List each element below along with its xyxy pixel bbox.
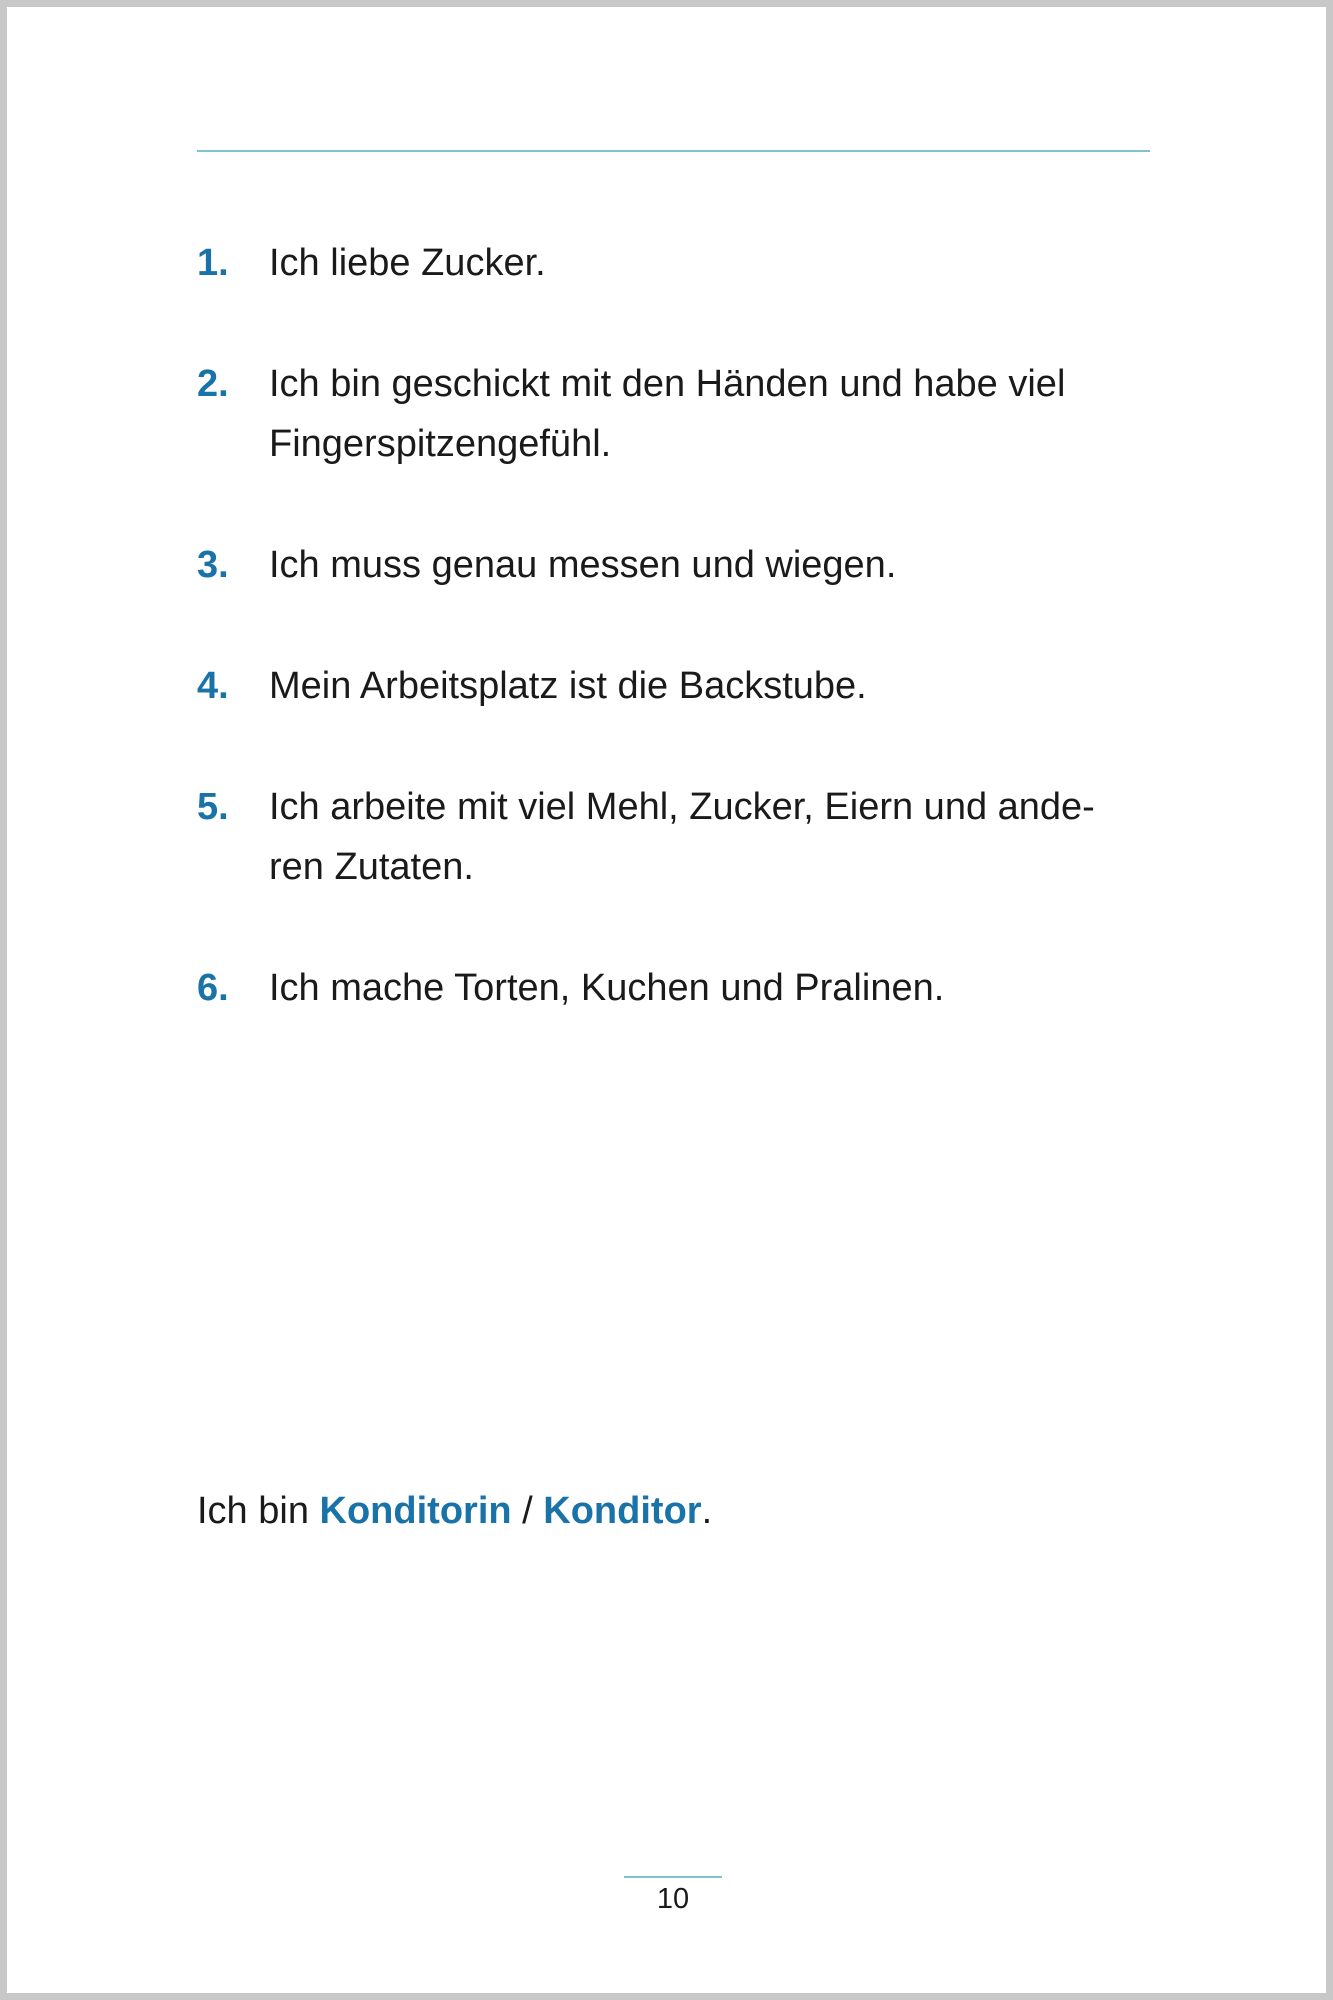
item-text-line: Ich mache Torten, Kuchen und Pralinen. xyxy=(269,967,945,1009)
item-text xyxy=(269,958,1157,1018)
item-number: 1. xyxy=(197,242,229,284)
item-number: 6. xyxy=(197,967,229,1009)
item-text-line: Fingerspitzengefühl. xyxy=(269,423,612,465)
item-text xyxy=(269,777,1157,897)
list-item xyxy=(197,535,1157,595)
summary-suffix: . xyxy=(701,1490,713,1532)
keyword-konditorin: Konditorin xyxy=(319,1490,512,1532)
list-item xyxy=(197,656,1157,716)
header-rule xyxy=(197,150,1150,152)
item-text-line: Ich muss genau messen und wiegen. xyxy=(269,544,897,586)
list-item xyxy=(197,958,1157,1018)
footer-rule xyxy=(624,1876,722,1878)
item-number: 5. xyxy=(197,786,229,828)
item-number: 4. xyxy=(197,665,229,707)
keyword-konditor: Konditor xyxy=(543,1490,702,1532)
item-text xyxy=(269,233,1157,293)
page-number: 10 xyxy=(656,1883,690,1915)
list-item xyxy=(197,354,1157,474)
profession-summary xyxy=(197,1481,712,1541)
statement-list xyxy=(197,233,1157,1079)
item-text-line: ren Zutaten. xyxy=(269,846,474,888)
summary-separator: / xyxy=(511,1490,544,1532)
list-item xyxy=(197,233,1157,293)
item-text-line: Mein Arbeitsplatz ist die Backstube. xyxy=(269,665,867,707)
item-text-line: Ich bin geschickt mit den Händen und habe viel xyxy=(269,363,1066,405)
list-item xyxy=(197,777,1157,897)
item-text-line: Ich liebe Zucker. xyxy=(269,242,546,284)
item-text xyxy=(269,656,1157,716)
summary-prefix: Ich bin xyxy=(197,1490,320,1532)
item-text-line: Ich arbeite mit viel Mehl, Zucker, Eiern und ande- xyxy=(269,786,1095,828)
item-text xyxy=(269,535,1157,595)
item-number: 2. xyxy=(197,363,229,405)
item-text xyxy=(269,354,1157,474)
item-number: 3. xyxy=(197,544,229,586)
